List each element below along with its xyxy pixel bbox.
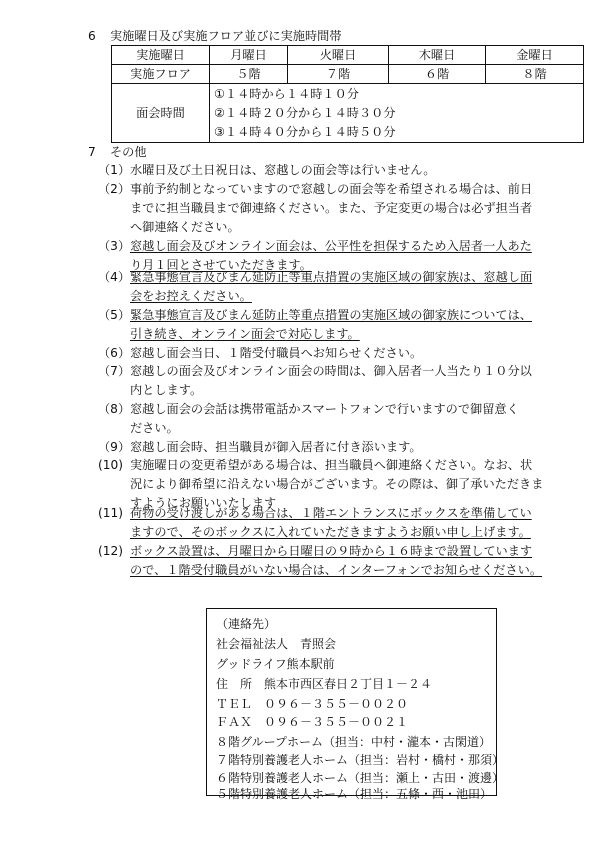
list-item [98, 344, 422, 363]
time-slot: ③１４時４０分から１４時５０分 [214, 124, 396, 139]
time-slot: ①１４時から１４時１０分 [214, 86, 359, 101]
table-time-row [112, 84, 584, 143]
item-text: 窓越し面会及びオンライン面会は、公平性を担保するため入居者一人あた [130, 239, 532, 253]
item-text: 窓越し面会の会話は携帯電話かスマートフォンで行いますので御留意く [130, 402, 519, 416]
list-item [98, 237, 532, 256]
contact-address: 住 所 熊本市西区春日２丁目１－２４ [216, 677, 433, 691]
item-text: 窓越し面会当日、１階受付職員へお知らせください。 [130, 346, 423, 360]
contact-tel: ＴＥＬ ０９６－３５５－００２０ [216, 697, 409, 711]
section-7-number: 7 [88, 145, 96, 159]
item-text: 事前予約制となっていますので窓越しの面会等を希望される場合は、前日 [130, 182, 533, 196]
item-text-line: ので、１階受付職員がいない場合は、インターフォンでお知らせください。 [130, 563, 543, 577]
contact-box [206, 608, 505, 801]
table-header-cell: 木曜日 [389, 46, 486, 65]
item-number: （2） [98, 182, 131, 196]
item-text-line: すようにお願いいたします [130, 496, 277, 510]
time-label: 面会時間 [112, 84, 210, 143]
item-text-line: 会をお控えください。 [130, 289, 252, 303]
item-number: （1） [98, 163, 131, 177]
item-text: 水曜日及び土日祝日は、窓越しの面会等は行いません。 [130, 163, 436, 177]
item-text-line: 内とします。 [130, 383, 203, 397]
floor-cell: ８階 [486, 65, 584, 84]
list-item [98, 400, 519, 419]
contact-unit: ５階特別養護老人ホーム（担当：五條・西・池田） [216, 787, 493, 801]
list-item [98, 438, 422, 457]
schedule-table [111, 45, 584, 143]
item-text-line: り月１回とさせていただきます。 [130, 258, 312, 272]
list-item [98, 504, 532, 523]
section-7-heading [88, 143, 147, 160]
item-text-line: 引き続き、オンライン面会で対応します。 [130, 327, 360, 341]
contact-org: 社会福祉法人 青照会 [216, 637, 337, 651]
item-text-line: へ御連絡ください。 [130, 220, 240, 234]
contact-facility: グッドライフ熊本駅前 [216, 657, 335, 671]
item-number: （6） [98, 346, 131, 360]
table-header-cell: 火曜日 [288, 46, 389, 65]
list-item [98, 456, 532, 475]
item-text: 窓越しの面会及びオンライン面会の時間は、御入居者一人当たり１０分以 [130, 364, 532, 378]
item-text-line: 況により御希望に沿えない場合がございます。その際は、御了承いただきま [130, 477, 544, 491]
contact-heading: （連絡先） [216, 617, 277, 631]
list-item [98, 161, 435, 180]
item-text: 緊急事態宣言及びまん延防止等重点措置の実施区域の御家族については、 [130, 308, 532, 322]
time-slots-cell [210, 84, 584, 143]
list-item [98, 268, 532, 287]
floor-label: 実施フロア [112, 65, 210, 84]
section-6-number: 6 [88, 29, 96, 43]
list-item [98, 180, 532, 199]
floor-cell: ６階 [389, 65, 486, 84]
list-item [98, 362, 532, 381]
item-text-line: ださい。 [130, 421, 179, 435]
item-number: （5） [98, 308, 131, 322]
item-number: （8） [98, 402, 131, 416]
table-header-cell: 月曜日 [210, 46, 288, 65]
section-7-title: その他 [110, 145, 147, 159]
table-header-cell: 実施曜日 [112, 46, 210, 65]
section-6-heading [88, 27, 342, 44]
item-text: 実施曜日の変更希望がある場合は、担当職員へ御連絡ください。なお、状 [130, 458, 533, 472]
contact-unit: ６階特別養護老人ホーム（担当：瀬上・古田・渡邊） [216, 771, 505, 785]
item-number: （9） [98, 440, 131, 454]
time-slot: ②１４時２０分から１４時３０分 [214, 105, 396, 120]
item-number: （7） [98, 364, 131, 378]
list-item [98, 306, 532, 325]
list-item [98, 542, 532, 561]
item-number: (10) [98, 458, 124, 472]
floor-cell: ５階 [210, 65, 288, 84]
item-text: ボックス設置は、月曜日から日曜日の９時から１６時まで設置しています [130, 544, 533, 558]
item-text: 窓越し面会時、担当職員が御入居者に付き添います。 [130, 440, 422, 454]
item-text: 緊急事態宣言及びまん延防止等重点措置の実施区域の御家族は、窓越し面 [130, 270, 533, 284]
contact-unit: ７階特別養護老人ホーム（担当：岩村・橋村・那須） [216, 753, 505, 767]
item-number: (12) [98, 544, 124, 558]
floor-cell: ７階 [288, 65, 389, 84]
table-header-row [112, 46, 584, 65]
table-header-cell: 金曜日 [486, 46, 584, 65]
section-6-title: 実施曜日及び実施フロア並びに実施時間帯 [110, 29, 342, 43]
item-text-line: ますので、そのボックスに入れていただきますようお願い申し上げます。 [130, 525, 531, 539]
contact-fax: ＦＡＸ ０９６－３５５－００２１ [216, 715, 409, 729]
contact-unit: ８階グループホーム（担当：中村・瀧本・古閑道） [216, 735, 492, 749]
item-text: 荷物の受け渡しがある場合は、１階エントランスにボックスを準備してい [130, 506, 532, 520]
item-number: （3） [98, 239, 131, 253]
item-text-line: までに担当職員まで御連絡ください。また、予定変更の場合は必ず担当者 [130, 201, 533, 215]
item-number: (11) [98, 506, 124, 520]
table-floor-row [112, 65, 584, 84]
item-number: （4） [98, 270, 131, 284]
